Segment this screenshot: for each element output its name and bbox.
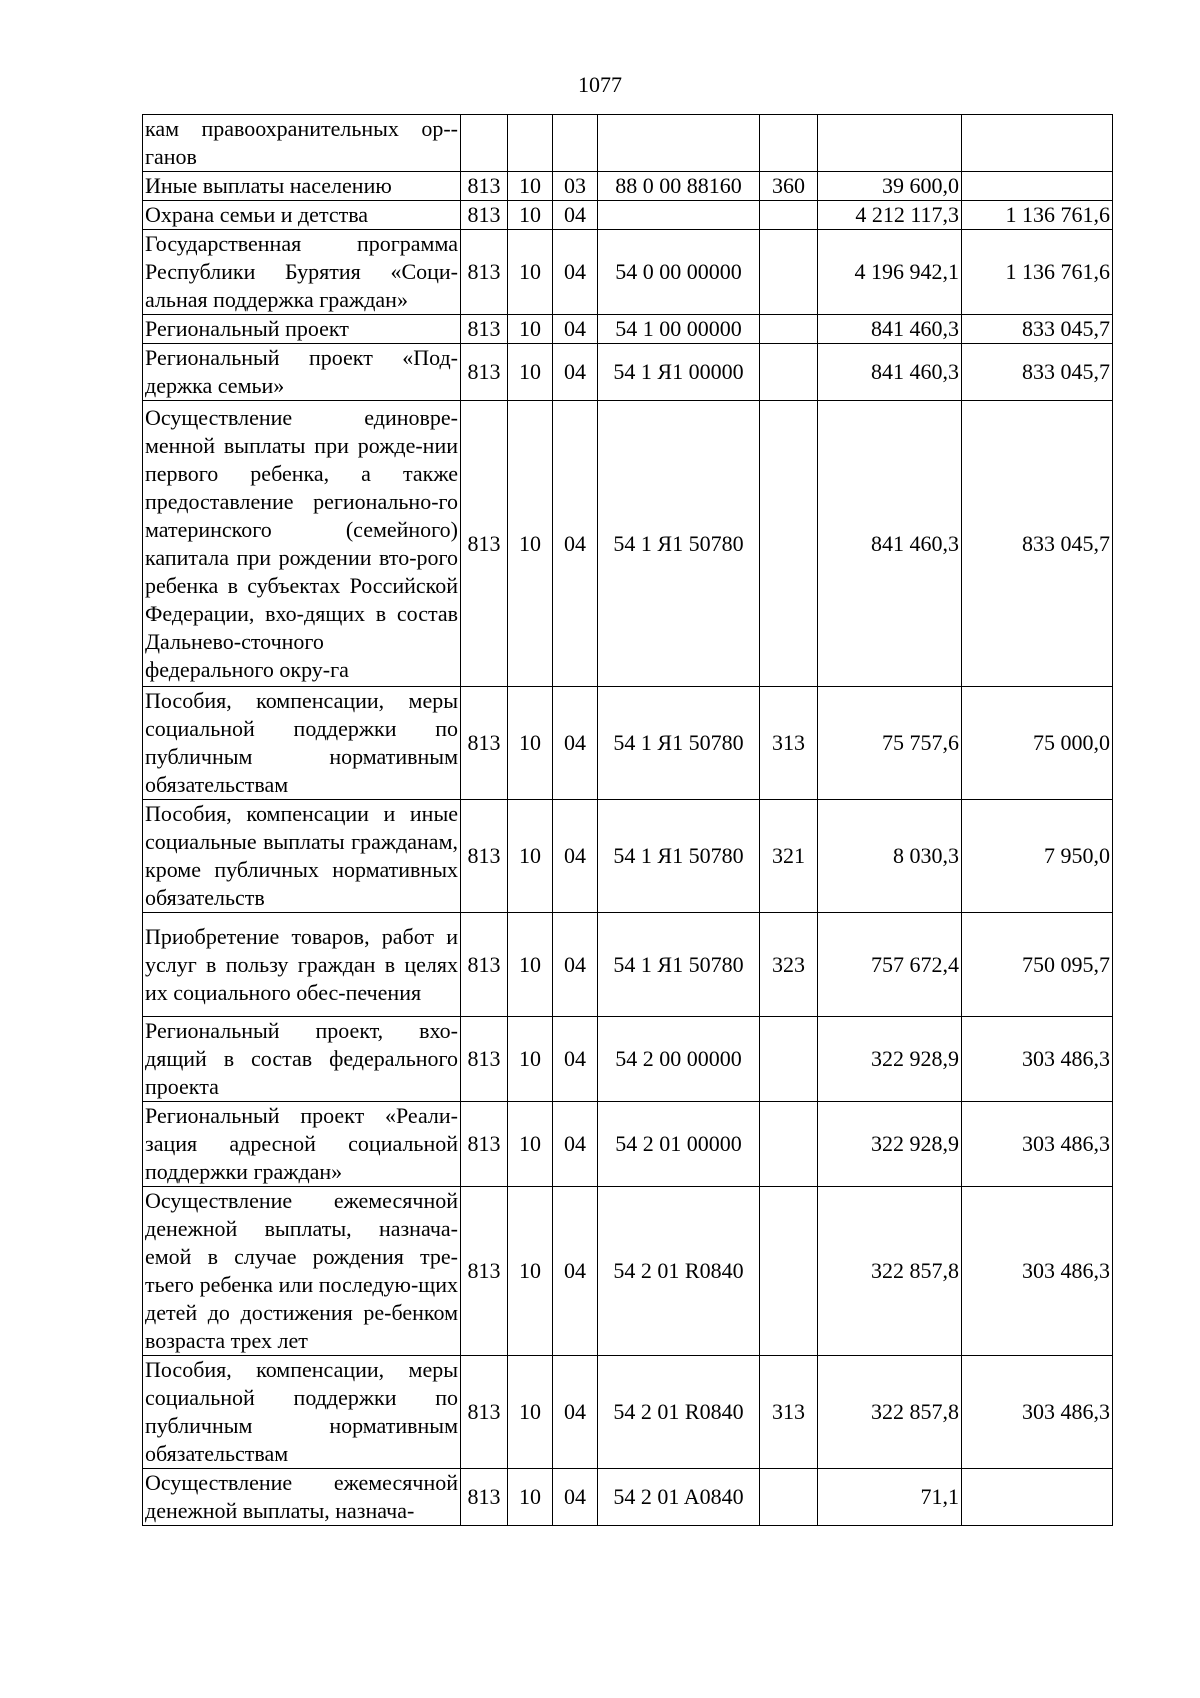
table-row <box>143 344 1113 401</box>
table-row <box>143 1356 1113 1469</box>
row-subsection-code: 04 <box>553 1469 598 1526</box>
row-section-code: 10 <box>508 1017 553 1102</box>
row-ved-code: 813 <box>461 401 508 687</box>
row-expense-type-code <box>760 1469 818 1526</box>
budget-table-body <box>143 115 1113 1526</box>
row-expense-type-code: 323 <box>760 913 818 1017</box>
row-ved-code: 813 <box>461 800 508 913</box>
row-amount-1: 322 928,9 <box>818 1017 962 1102</box>
row-amount-1: 841 460,3 <box>818 315 962 344</box>
row-amount-1: 322 857,8 <box>818 1356 962 1469</box>
page-number: 1077 <box>578 72 622 97</box>
row-name: Пособия, компенсации, меры социальной поддержки по публичным нормативным обязательствам <box>143 1356 461 1469</box>
table-row <box>143 230 1113 315</box>
row-target-code <box>598 115 760 172</box>
row-amount-2: 75 000,0 <box>962 687 1113 800</box>
row-name: Региональный проект «Реали-зация адресной социальной поддержки граждан» <box>143 1102 461 1187</box>
table-row <box>143 687 1113 800</box>
row-target-code: 54 1 Я1 50780 <box>598 401 760 687</box>
row-ved-code: 813 <box>461 1102 508 1187</box>
row-expense-type-code <box>760 344 818 401</box>
row-subsection-code: 04 <box>553 1356 598 1469</box>
row-section-code: 10 <box>508 913 553 1017</box>
row-amount-1: 75 757,6 <box>818 687 962 800</box>
row-section-code: 10 <box>508 401 553 687</box>
row-name: Государственная программа Республики Бурятия «Соци-альная поддержка граждан» <box>143 230 461 315</box>
row-expense-type-code: 360 <box>760 172 818 201</box>
row-expense-type-code <box>760 1102 818 1187</box>
row-ved-code: 813 <box>461 1187 508 1356</box>
row-amount-1: 71,1 <box>818 1469 962 1526</box>
row-amount-1: 8 030,3 <box>818 800 962 913</box>
table-row <box>143 315 1113 344</box>
table-row <box>143 201 1113 230</box>
row-name: Пособия, компенсации и иные социальные выплаты гражданам, кроме публичных нормативных обязательств <box>143 800 461 913</box>
row-ved-code: 813 <box>461 201 508 230</box>
row-amount-1 <box>818 115 962 172</box>
row-section-code: 10 <box>508 1102 553 1187</box>
row-amount-2 <box>962 172 1113 201</box>
row-name: Охрана семьи и детства <box>143 201 461 230</box>
row-amount-2: 1 136 761,6 <box>962 230 1113 315</box>
row-amount-1: 841 460,3 <box>818 344 962 401</box>
table-row <box>143 1187 1113 1356</box>
row-expense-type-code <box>760 401 818 687</box>
row-section-code: 10 <box>508 1356 553 1469</box>
row-target-code: 88 0 00 88160 <box>598 172 760 201</box>
row-target-code: 54 1 00 00000 <box>598 315 760 344</box>
row-section-code: 10 <box>508 800 553 913</box>
row-subsection-code: 04 <box>553 687 598 800</box>
row-name: Региональный проект, вхо-дящий в состав федерального проекта <box>143 1017 461 1102</box>
row-amount-2 <box>962 1469 1113 1526</box>
row-expense-type-code <box>760 1017 818 1102</box>
row-name: Пособия, компенсации, меры социальной поддержки по публичным нормативным обязательствам <box>143 687 461 800</box>
row-target-code: 54 0 00 00000 <box>598 230 760 315</box>
row-subsection-code: 04 <box>553 230 598 315</box>
row-amount-2: 303 486,3 <box>962 1356 1113 1469</box>
table-row <box>143 115 1113 172</box>
row-target-code: 54 2 01 R0840 <box>598 1356 760 1469</box>
row-subsection-code: 04 <box>553 1102 598 1187</box>
row-name: Иные выплаты населению <box>143 172 461 201</box>
row-target-code: 54 2 01 A0840 <box>598 1469 760 1526</box>
row-amount-1: 757 672,4 <box>818 913 962 1017</box>
row-section-code <box>508 115 553 172</box>
row-amount-2: 833 045,7 <box>962 344 1113 401</box>
row-expense-type-code: 321 <box>760 800 818 913</box>
row-name: Региональный проект <box>143 315 461 344</box>
row-expense-type-code: 313 <box>760 687 818 800</box>
row-target-code: 54 1 Я1 00000 <box>598 344 760 401</box>
row-name: Осуществление ежемесячной денежной выплаты, назнача-емой в случае рождения тре-тьего ребенка или последую-щих детей до достижения ре-бенком возраста трех лет <box>143 1187 461 1356</box>
row-subsection-code: 03 <box>553 172 598 201</box>
row-subsection-code: 04 <box>553 201 598 230</box>
row-section-code: 10 <box>508 172 553 201</box>
row-target-code <box>598 201 760 230</box>
row-target-code: 54 1 Я1 50780 <box>598 913 760 1017</box>
row-amount-1: 322 857,8 <box>818 1187 962 1356</box>
row-target-code: 54 1 Я1 50780 <box>598 687 760 800</box>
row-section-code: 10 <box>508 315 553 344</box>
row-subsection-code: 04 <box>553 800 598 913</box>
row-expense-type-code: 313 <box>760 1356 818 1469</box>
table-row <box>143 1017 1113 1102</box>
row-subsection-code <box>553 115 598 172</box>
row-amount-2: 833 045,7 <box>962 401 1113 687</box>
row-ved-code: 813 <box>461 315 508 344</box>
table-row <box>143 913 1113 1017</box>
row-amount-2: 7 950,0 <box>962 800 1113 913</box>
table-row <box>143 1469 1113 1526</box>
row-ved-code: 813 <box>461 230 508 315</box>
row-section-code: 10 <box>508 687 553 800</box>
row-ved-code: 813 <box>461 1469 508 1526</box>
row-amount-1: 322 928,9 <box>818 1102 962 1187</box>
row-amount-1: 4 212 117,3 <box>818 201 962 230</box>
table-row <box>143 800 1113 913</box>
row-name: Осуществление единовре-менной выплаты при рожде-нии первого ребенка, а также предоставление регионально-го материнского (семейного) капитала при рождении вто-рого ребенка в субъектах Российской Федерации, вхо-дящих в состав Дальнево-сточного федерального окру-га <box>143 401 461 687</box>
row-ved-code: 813 <box>461 1017 508 1102</box>
row-name: Осуществление ежемесячной денежной выплаты, назнача- <box>143 1469 461 1526</box>
row-section-code: 10 <box>508 1469 553 1526</box>
table-row <box>143 1102 1113 1187</box>
budget-table <box>142 114 1113 1526</box>
row-target-code: 54 2 01 00000 <box>598 1102 760 1187</box>
row-amount-2: 303 486,3 <box>962 1017 1113 1102</box>
row-expense-type-code <box>760 201 818 230</box>
row-name: кам правоохранительных ор-ганов <box>143 115 461 172</box>
row-expense-type-code <box>760 230 818 315</box>
row-ved-code: 813 <box>461 172 508 201</box>
row-section-code: 10 <box>508 1187 553 1356</box>
row-amount-2: 750 095,7 <box>962 913 1113 1017</box>
row-subsection-code: 04 <box>553 1017 598 1102</box>
table-row <box>143 172 1113 201</box>
row-subsection-code: 04 <box>553 1187 598 1356</box>
row-amount-1: 4 196 942,1 <box>818 230 962 315</box>
row-subsection-code: 04 <box>553 913 598 1017</box>
row-subsection-code: 04 <box>553 344 598 401</box>
row-ved-code <box>461 115 508 172</box>
row-ved-code: 813 <box>461 913 508 1017</box>
row-amount-2: 833 045,7 <box>962 315 1113 344</box>
row-section-code: 10 <box>508 230 553 315</box>
row-target-code: 54 1 Я1 50780 <box>598 800 760 913</box>
row-section-code: 10 <box>508 344 553 401</box>
row-subsection-code: 04 <box>553 315 598 344</box>
row-section-code: 10 <box>508 201 553 230</box>
row-amount-1: 39 600,0 <box>818 172 962 201</box>
row-ved-code: 813 <box>461 344 508 401</box>
row-subsection-code: 04 <box>553 401 598 687</box>
row-name: Региональный проект «Под-держка семьи» <box>143 344 461 401</box>
table-row <box>143 401 1113 687</box>
row-amount-2 <box>962 115 1113 172</box>
row-amount-2: 303 486,3 <box>962 1102 1113 1187</box>
row-ved-code: 813 <box>461 1356 508 1469</box>
row-amount-1: 841 460,3 <box>818 401 962 687</box>
row-expense-type-code <box>760 1187 818 1356</box>
row-amount-2: 1 136 761,6 <box>962 201 1113 230</box>
row-expense-type-code <box>760 315 818 344</box>
row-amount-2: 303 486,3 <box>962 1187 1113 1356</box>
row-ved-code: 813 <box>461 687 508 800</box>
row-name: Приобретение товаров, работ и услуг в пользу граждан в целях их социального обес-печения <box>143 913 461 1017</box>
row-expense-type-code <box>760 115 818 172</box>
row-target-code: 54 2 01 R0840 <box>598 1187 760 1356</box>
row-target-code: 54 2 00 00000 <box>598 1017 760 1102</box>
